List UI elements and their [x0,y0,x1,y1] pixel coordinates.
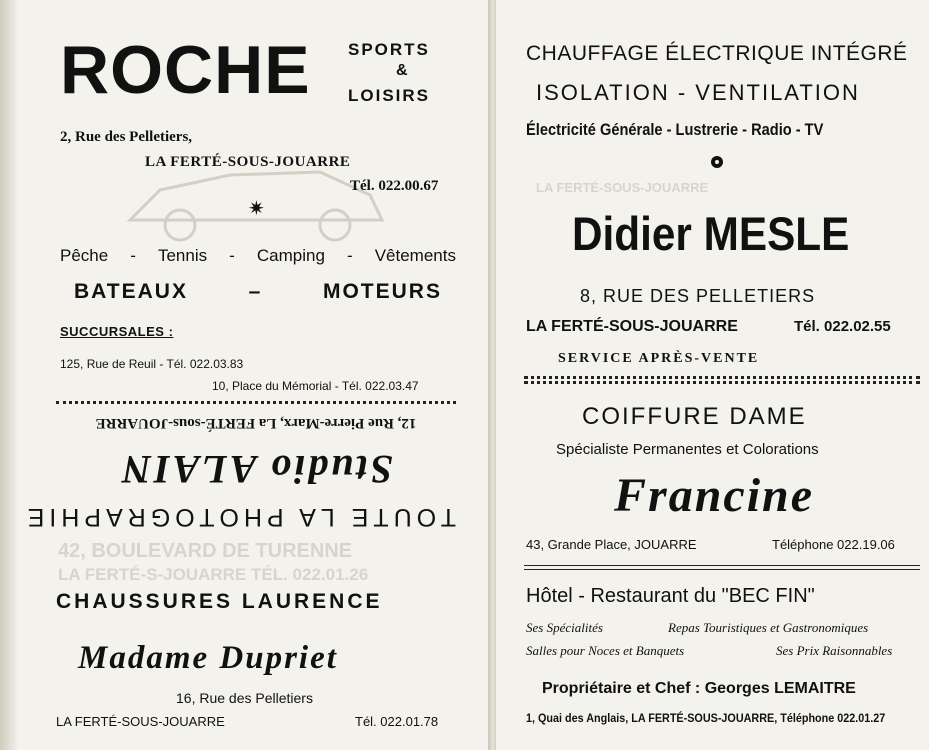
roche-boats-motors [74,280,442,304]
mesle-phone: Tél. 022.02.55 [794,318,891,335]
branches-label: SUCCURSALES : [60,324,174,339]
ghost-text: LA FERTÉ-S-JOUARRE TÉL. 022.01.26 [58,565,369,584]
activity-peche: Pêche [60,246,109,265]
roche-phone: Tél. 022.00.67 [350,178,439,194]
laurence-address: 16, Rue des Pelletiers [176,690,313,706]
francine-subtitle: Spécialiste Permanentes et Colorations [556,441,819,458]
francine-name: Francine [614,469,815,522]
roche-tag-ampersand: & [396,62,408,79]
francine-address: 43, Grande Place, JOUARRE [526,537,697,552]
activity-separator: - [229,246,235,265]
roche-name: ROCHE [60,32,311,108]
mesle-name: Didier MESLE [572,207,850,260]
boats-dash: – [248,280,263,303]
activity-tennis: Tennis [157,246,208,265]
studio-address: 12, Rue Pierre-Marx, La FERTÉ-sous-JOUARRE [95,415,417,431]
ghost-text: 42, BOULEVARD DE TURENNE [58,540,353,562]
activity-separator: - [346,246,353,265]
mesle-electricity: Électricité Générale - Lustrerie - Radio - TV [526,120,824,139]
activity-separator: - [130,246,136,265]
roche-city: LA FERTÉ-SOUS-JOUARRE [145,154,351,170]
right-page [496,0,929,750]
star-ornament: ✷ [248,198,265,220]
becfin-prices: Ses Prix Raisonnables [776,643,893,658]
studio-tagline: TOUTE LA PHOTOGRAPHIE [22,503,456,531]
dotted-divider [524,376,920,379]
page-edge [0,0,18,750]
becfin-title: Hôtel - Restaurant du "BEC FIN" [526,585,815,607]
laurence-city: LA FERTÉ-SOUS-JOUARRE [56,714,225,729]
ghost-text: LA FERTÉ-SOUS-JOUARRE [536,180,709,195]
roche-tag-sports: SPORTS [348,40,430,59]
branch-reuil: 125, Rue de Reuil - Tél. 022.03.83 [60,357,244,371]
roche-tag-loisirs: LOISIRS [348,86,431,105]
activity-vetements: Vêtements [374,246,456,265]
laurence-name: CHAUSSURES LAURENCE [56,590,383,613]
laurence-phone: Tél. 022.01.78 [355,714,439,729]
mesle-insulation: ISOLATION - VENTILATION [536,80,860,105]
francine-phone: Téléphone 022.19.06 [772,537,895,552]
dotted-divider [56,401,456,404]
activity-camping: Camping [256,246,325,265]
divider-line [524,569,920,570]
dot-ornament [711,156,723,168]
studio-name: Studio ALAIN [119,447,393,492]
motors-label: MOTEURS [322,280,442,303]
becfin-address: 1, Quai des Anglais, LA FERTÉ-SOUS-JOUARRE, Téléphone 022.01.27 [526,711,886,725]
mesle-address: 8, RUE DES PELLETIERS [580,286,816,306]
divider-line [524,565,920,566]
dotted-divider [524,381,920,384]
mesle-city: LA FERTÉ-SOUS-JOUARRE [526,318,738,335]
roche-activities [60,246,456,266]
roche-address: 2, Rue des Pelletiers, [60,129,193,145]
mesle-heating: CHAUFFAGE ÉLECTRIQUE INTÉGRÉ [526,42,908,65]
branch-memorial: 10, Place du Mémorial - Tél. 022.03.47 [212,379,419,393]
becfin-halls: Salles pour Noces et Banquets [526,643,685,658]
becfin-owner: Propriétaire et Chef : Georges LEMAITRE [542,680,856,697]
boats-label: BATEAUX [74,280,188,303]
studio-alain-ad [22,405,456,531]
becfin-specialties: Ses Spécialités [526,620,603,635]
laurence-owner: Madame Dupriet [78,640,338,676]
mesle-service: SERVICE APRÈS-VENTE [558,351,760,366]
becfin-meals: Repas Touristiques et Gastronomiques [668,620,869,635]
francine-title: COIFFURE DAME [582,403,807,430]
